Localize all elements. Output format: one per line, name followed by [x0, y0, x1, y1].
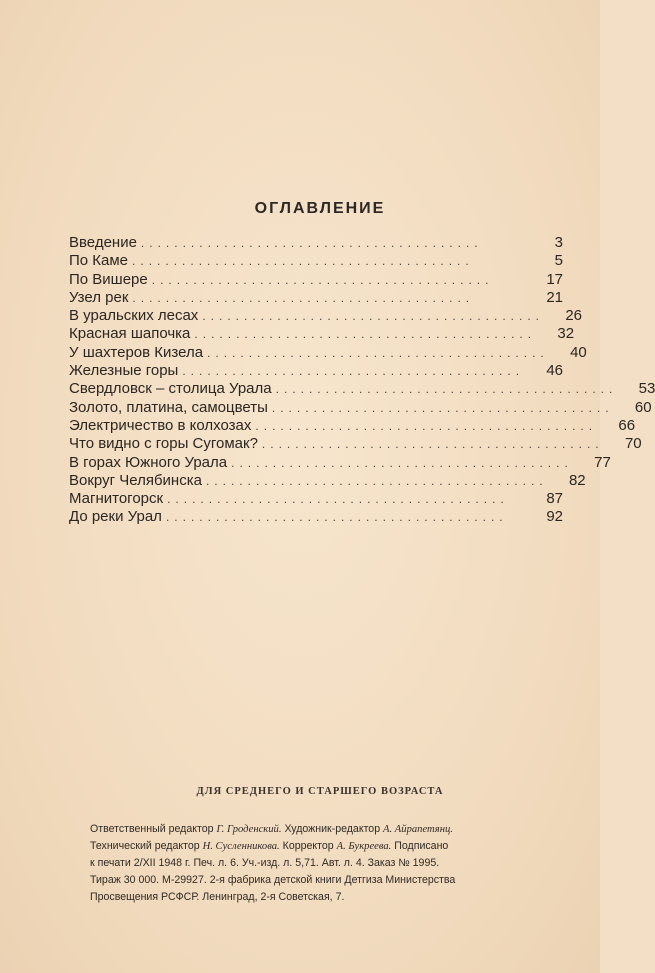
toc-entry-title: Магнитогорск	[69, 490, 164, 508]
toc-entry	[69, 380, 655, 398]
toc-entry-page: 60	[634, 398, 652, 416]
toc-entry	[69, 289, 563, 307]
toc-entry	[69, 490, 563, 508]
imprint-text: Технический редактор	[90, 840, 203, 852]
toc-entry	[69, 435, 642, 453]
toc-entry-title: По Вишере	[69, 270, 148, 288]
dot-leader: .........................................	[165, 510, 508, 525]
toc-entry-title: Красная шапочка	[69, 325, 191, 343]
toc-entry-title: Железные горы	[69, 362, 179, 380]
toc-entry-page: 3	[554, 234, 563, 251]
toc-entry-page: 92	[546, 508, 563, 526]
toc-entry	[69, 453, 611, 472]
dot-leader: .........................................	[261, 437, 604, 452]
toc-entry-title: В уральских лесах	[69, 307, 199, 325]
audience-note: ДЛЯ СРЕДНЕГО И СТАРШЕГО ВОЗРАСТА	[196, 786, 444, 797]
editor-name: Г. Гроденский.	[216, 824, 282, 835]
dot-leader: .........................................	[255, 418, 598, 433]
toc-entry	[69, 234, 563, 252]
toc-entry	[69, 325, 575, 343]
toc-entry-page: 70	[624, 435, 642, 453]
toc-entry-title: До реки Урал	[69, 508, 162, 526]
toc-entry-title: У шахтеров Кизела	[69, 343, 204, 361]
art-editor-name: А. Айрапетянц.	[383, 824, 453, 835]
dot-leader: .........................................	[132, 290, 475, 305]
toc-entry	[69, 416, 636, 435]
toc-entry	[69, 508, 563, 526]
toc-entry-title: Свердловск – столица Урала	[69, 380, 272, 398]
table-of-contents	[69, 234, 655, 527]
dot-leader: .........................................	[231, 455, 573, 470]
toc-entry-title: Электричество в колхозах	[69, 416, 252, 434]
toc-title: ОГЛАВЛЕНИЕ	[254, 200, 386, 217]
toc-entry	[69, 271, 563, 289]
toc-entry-page: 32	[557, 325, 575, 343]
toc-entry-page: 53	[638, 380, 655, 398]
toc-entry-title: Золото, платина, самоцветы	[69, 398, 268, 416]
toc-entry-page: 40	[570, 343, 587, 361]
toc-entry	[69, 343, 587, 362]
toc-entry-page: 82	[568, 471, 586, 489]
toc-entry-page: 26	[565, 307, 583, 325]
dot-leader: .........................................	[151, 272, 494, 287]
toc-entry-title: Введение	[69, 234, 137, 251]
toc-entry-page: 66	[618, 416, 636, 434]
dot-leader: .........................................	[140, 236, 483, 250]
imprint-text: Ответственный редактор	[90, 823, 217, 835]
imprint	[90, 821, 560, 906]
imprint-line-3: к печати 2/XII 1948 г. Печ. л. 6. Уч.-изд. л. 5,71. Авт. л. 4. Заказ № 1995.	[90, 857, 440, 869]
dot-leader: .........................................	[194, 327, 537, 342]
dot-leader: .........................................	[182, 364, 525, 379]
imprint-text: Корректор	[279, 840, 337, 852]
imprint-text: Подписано	[391, 840, 449, 852]
toc-entry-title: Вокруг Челябинска	[69, 471, 202, 489]
toc-entry	[69, 362, 563, 380]
toc-entry-page: 46	[546, 362, 563, 380]
dot-leader: .........................................	[271, 400, 614, 415]
proofreader-name: А. Букреева.	[336, 841, 392, 852]
toc-entry	[69, 471, 586, 490]
dot-leader: .........................................	[132, 254, 474, 269]
toc-entry-title: Что видно с горы Сугомак?	[69, 435, 258, 453]
imprint-line-5: Просвещения РСФСР. Ленинград, 2-я Советская, 7.	[90, 891, 345, 903]
dot-leader: .........................................	[167, 492, 509, 507]
toc-entry-title: В горах Южного Урала	[69, 453, 228, 471]
toc-entry-page: 21	[546, 288, 563, 306]
toc-entry-page: 17	[546, 270, 563, 288]
dot-leader: .........................................	[202, 309, 545, 324]
imprint-line-4: Тираж 30 000. М-29927. 2-я фабрика детской книги Детгиза Министерства	[90, 874, 456, 886]
tech-editor-name: Н. Сусленникова.	[202, 841, 280, 852]
toc-entry	[69, 307, 583, 325]
dot-leader: .........................................	[205, 473, 548, 488]
dot-leader: .........................................	[207, 345, 549, 360]
toc-entry	[69, 252, 563, 270]
toc-entry-page: 87	[546, 490, 563, 508]
toc-entry-page: 5	[554, 252, 563, 270]
toc-entry-title: По Каме	[69, 252, 129, 270]
dot-leader: .........................................	[275, 382, 618, 397]
imprint-line-2	[90, 838, 560, 855]
toc-entry	[69, 398, 652, 417]
imprint-text: Художник-редактор	[281, 823, 384, 835]
toc-entry-title: Узел рек	[69, 288, 129, 306]
toc-entry-page: 77	[594, 453, 611, 471]
imprint-line-1	[90, 821, 560, 838]
